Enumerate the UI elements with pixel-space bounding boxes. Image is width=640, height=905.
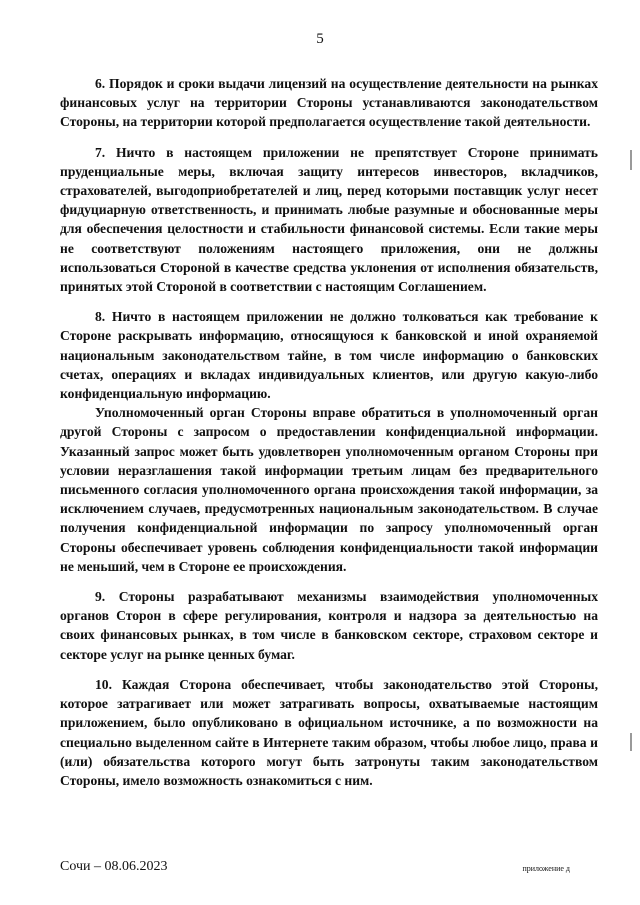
- paragraph-7: 7. Ничто в настоящем приложении не препятствует Стороне принимать пруденциальные меры, включая защиту интересов инвесторов, вкладчиков, страхователей, выгодоприобретателей и лиц, перед которыми поставщик услуг несет фидуциарную ответственность, и принимать любые разумные и обоснованные меры для обеспечения целостности и стабильности финансовой системы. Если такие меры не соответствуют положениям настоящего приложения, они не должны использоваться Стороной в качестве средства уклонения от исполнения обязательств, принятых этой Стороной в соответствии с настоящим Соглашением.: [60, 144, 598, 295]
- footer-place-date: Сочи – 08.06.2023: [60, 859, 168, 874]
- page-number: 5: [316, 31, 324, 47]
- paragraph-10: 10. Каждая Сторона обеспечивает, чтобы законодательство этой Стороны, которое затрагивает или может затрагивать вопросы, охватываемые настоящим приложением, было опубликовано в официальном источнике, а по возможности на специально выделенном сайте в Интернете таким образом, чтобы любое лицо, права и (или) обязательства которого могут быть затронуты таким законодательством Стороны, имело возможность ознакомиться с ним.: [60, 676, 598, 788]
- paragraph-8: 8. Ничто в настоящем приложении не должно толковаться как требование к Стороне раскрывать информацию, относящуюся к банковской и иной охраняемой национальным законодательством тайне, в том числе информацию о банковских счетах, операциях и вкладах индивидуальных клиентов, или другую какую-либо конфиденциальную информацию.: [60, 309, 598, 402]
- scan-artifact-mark: [630, 150, 632, 170]
- paragraph-9: 9. Стороны разрабатывают механизмы взаимодействия уполномоченных органов Сторон в сфере регулирования, контроля и надзора за деятельностью на своих финансовых рынках, в том числе в банковском секторе, страховом секторе и секторе услуг на рынке ценных бумаг.: [60, 589, 598, 662]
- footer-attachment-label: приложение д: [522, 864, 570, 873]
- document-body: [60, 74, 598, 790]
- paragraph-8-continuation: Уполномоченный орган Стороны вправе обратиться в уполномоченный орган другой Стороны с запросом о предоставлении конфиденциальной информации. Указанный запрос может быть удовлетворен уполномоченным органом Стороны при условии неразглашения такой информации третьим лицам без предварительного письменного согласия уполномоченного органа происхождения такой информации, за исключением случаев, предусмотренных национальным законодательством. В случае получения конфиденциальной информации по запросу уполномоченный орган Стороны обеспечивает уровень соблюдения конфиденциальности такой информации не меньший, чем в Стороне ее происхождения.: [60, 405, 598, 574]
- scan-artifact-mark: [630, 733, 632, 751]
- paragraph-6: 6. Порядок и сроки выдачи лицензий на осуществление деятельности на рынках финансовых услуг на территории Стороны устанавливаются законодательством Стороны, на территории которой предполагается осуществление такой деятельности.: [60, 76, 598, 130]
